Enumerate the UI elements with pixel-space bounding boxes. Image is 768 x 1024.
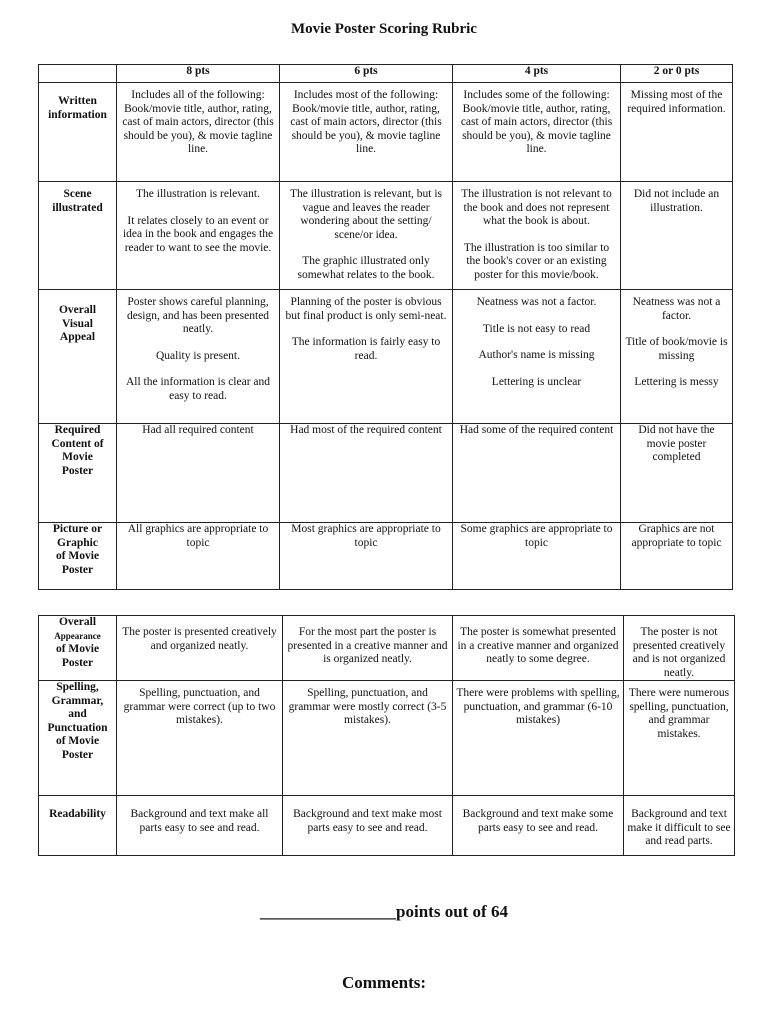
- cell-text: The information is fairly easy to read.: [291, 336, 441, 362]
- cell-text: Includes some of the following: Book/movie title, author, rating, cast of main actors, director (this should be you), & movie tagline line.: [460, 89, 613, 155]
- score-cell: [283, 681, 453, 796]
- cell-text: The illustration is not relevant to the book and does not represent what the book is about.: [461, 188, 612, 227]
- criterion-label: [39, 83, 117, 182]
- score-cell: [117, 182, 280, 290]
- cell-text: Most graphics are appropriate to topic: [291, 523, 441, 549]
- score-cell: [117, 83, 280, 182]
- criterion-line: Overall: [58, 304, 97, 316]
- cell-text: Includes all of the following: Book/movie title, author, rating, cast of main actors, director (this should be you), & movie tagline line.: [122, 89, 274, 155]
- criterion-line: Movie: [62, 451, 93, 463]
- column-header: 8 pts: [117, 65, 280, 83]
- column-header: 2 or 0 pts: [621, 65, 733, 83]
- cell-text: Background and text make it difficult to see and read parts.: [627, 808, 731, 847]
- score-cell: [621, 523, 733, 590]
- criterion-line: of Movie: [55, 735, 100, 747]
- comments-label: Comments:: [341, 973, 427, 992]
- score-cell: [117, 424, 280, 523]
- rubric-row: [39, 681, 735, 796]
- cell-text: Spelling, punctuation, and grammar were mostly correct (3-5 mistakes).: [288, 687, 447, 726]
- rubric-row: [39, 290, 733, 424]
- score-cell: [280, 523, 453, 590]
- score-cell: [453, 83, 621, 182]
- cell-text: The poster is presented creatively and organized neatly.: [122, 626, 277, 652]
- cell-text: Did not include an illustration.: [633, 188, 720, 214]
- criterion-line: Readability: [49, 808, 106, 820]
- criterion-line: Spelling,: [56, 681, 99, 693]
- score-cell: [283, 616, 453, 681]
- criterion-line: Appeal: [59, 331, 96, 343]
- score-cell: [117, 681, 283, 796]
- score-cell: [621, 83, 733, 182]
- cell-text: Quality is present.: [156, 349, 240, 362]
- criterion-label: [39, 616, 117, 681]
- score-cell: [280, 424, 453, 523]
- cell-text: Lettering is unclear: [491, 375, 582, 388]
- rubric-table-main: [38, 64, 733, 590]
- criterion-line: Content of: [51, 437, 104, 450]
- cell-text: There were problems with spelling, punctuation, and grammar (6-10 mistakes): [456, 687, 620, 726]
- criterion-line: Visual: [62, 317, 93, 330]
- cell-text: There were numerous spelling, punctuation, and grammar mistakes.: [628, 687, 730, 740]
- cell-text: Missing most of the required information.: [627, 89, 726, 115]
- criterion-line: Graphic: [57, 536, 98, 549]
- cell-text: Did not have the movie poster completed: [638, 424, 715, 463]
- rubric-row: [39, 83, 733, 182]
- criterion-line: illustrated: [52, 201, 103, 214]
- rubric-row: [39, 182, 733, 290]
- score-cell: [117, 290, 280, 424]
- score-cell: [453, 182, 621, 290]
- cell-text: The illustration is relevant, but is vague and leaves the reader wondering about the setting/ scene/or idea.: [289, 188, 443, 241]
- column-header: 4 pts: [453, 65, 621, 83]
- score-cell: [453, 523, 621, 590]
- criterion-line: Poster: [61, 563, 94, 576]
- header-blank: [39, 65, 117, 83]
- cell-text: Includes most of the following: Book/movie title, author, rating, cast of main actors, director (this should be you), & movie tagline line.: [290, 89, 442, 155]
- rubric-row: [39, 424, 733, 523]
- score-cell: [117, 796, 283, 856]
- cell-text: Poster shows careful planning, design, and has been presented neatly.: [126, 296, 270, 335]
- criterion-line: Poster: [61, 656, 94, 669]
- cell-text: Some graphics are appropriate to topic: [460, 523, 613, 549]
- cell-text: Background and text make all parts easy to see and read.: [130, 808, 269, 834]
- cell-text: The illustration is too similar to the book's cover or an existing poster for this movie/book.: [463, 241, 610, 281]
- total-score-line: ________________points out of 64: [260, 902, 508, 921]
- cell-text: Title is not easy to read: [482, 322, 591, 335]
- cell-text: Planning of the poster is obvious but final product is only semi-neat.: [285, 296, 447, 322]
- criterion-line: Overall: [58, 616, 97, 628]
- criterion-line: of Movie: [55, 643, 100, 655]
- cell-text: The illustration is relevant.: [136, 188, 260, 200]
- criterion-label: [39, 523, 117, 590]
- cell-text: Neatness was not a factor.: [476, 296, 597, 308]
- criterion-line: Poster: [61, 464, 94, 477]
- score-cell: [624, 681, 735, 796]
- criterion-label: [39, 290, 117, 424]
- header-row: [39, 65, 733, 83]
- score-cell: [453, 796, 624, 856]
- score-cell: [621, 290, 733, 424]
- cell-text: It relates closely to an event or idea in the book and engages the reader to want to see the movie.: [122, 214, 274, 254]
- rubric-table-continued: [38, 615, 735, 856]
- criterion-label: [39, 182, 117, 290]
- score-cell: [280, 83, 453, 182]
- criterion-line: Poster: [61, 748, 94, 761]
- criterion-line: Picture or: [52, 523, 103, 535]
- cell-text: Title of book/movie is missing: [625, 336, 728, 362]
- cell-text: Had most of the required content: [290, 424, 442, 436]
- score-cell: [280, 182, 453, 290]
- criterion-line: Punctuation: [47, 721, 108, 734]
- cell-text: Background and text make most parts easy to see and read.: [293, 808, 442, 834]
- score-cell: [453, 681, 624, 796]
- cell-text: Author's name is missing: [478, 349, 595, 361]
- score-cell: [280, 290, 453, 424]
- score-cell: [453, 616, 624, 681]
- column-header: 6 pts: [280, 65, 453, 83]
- score-cell: [453, 424, 621, 523]
- criterion-line: Scene: [63, 188, 92, 200]
- cell-text: The poster is somewhat presented in a creative manner and organized neatly to some degree.: [457, 626, 619, 665]
- cell-text: For the most part the poster is presented in a creative manner and is organized neatly.: [287, 626, 448, 665]
- criterion-line: Required: [54, 424, 101, 436]
- score-cell: [621, 424, 733, 523]
- cell-text: All graphics are appropriate to topic: [127, 523, 269, 549]
- cell-text: Had some of the required content: [459, 424, 614, 436]
- score-cell: [117, 616, 283, 681]
- cell-text: The graphic illustrated only somewhat relates to the book.: [297, 255, 435, 281]
- score-cell: [624, 796, 735, 856]
- criterion-label: [39, 424, 117, 523]
- cell-text: Lettering is messy: [634, 376, 719, 388]
- rubric-row: [39, 616, 735, 681]
- score-cell: [283, 796, 453, 856]
- page-title: Movie Poster Scoring Rubric: [291, 21, 477, 37]
- cell-text: All the information is clear and easy to read.: [125, 376, 271, 402]
- cell-text: Background and text make some parts easy to see and read.: [462, 808, 614, 834]
- criterion-line: information: [48, 108, 107, 121]
- cell-text: Neatness was not a factor.: [632, 296, 721, 322]
- criterion-line: and: [68, 708, 87, 720]
- criterion-label: [39, 681, 117, 796]
- cell-text: Spelling, punctuation, and grammar were correct (up to two mistakes).: [123, 687, 276, 726]
- rubric-row: [39, 523, 733, 590]
- criterion-line: Appearance: [54, 630, 101, 641]
- rubric-row: [39, 796, 735, 856]
- cell-text: The poster is not presented creatively and is not organized neatly.: [632, 626, 726, 679]
- score-cell: [453, 290, 621, 424]
- score-cell: [624, 616, 735, 681]
- criterion-line: Written: [58, 95, 97, 107]
- score-cell: [117, 523, 280, 590]
- score-cell: [621, 182, 733, 290]
- cell-text: Had all required content: [142, 424, 254, 436]
- criterion-label: [39, 796, 117, 856]
- criterion-line: Grammar,: [51, 694, 104, 707]
- cell-text: Graphics are not appropriate to topic: [631, 523, 722, 549]
- criterion-line: of Movie: [55, 550, 100, 562]
